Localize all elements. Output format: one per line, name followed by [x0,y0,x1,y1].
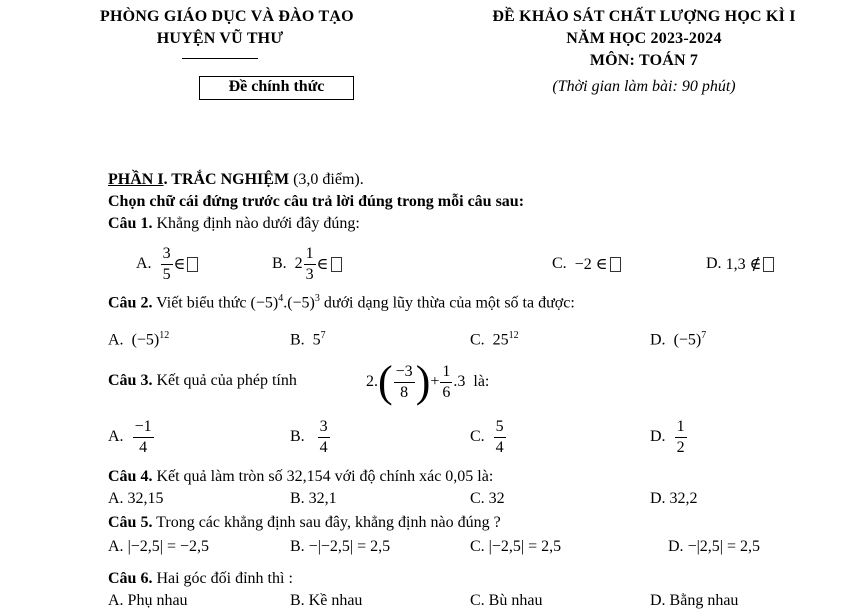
part-title-rest: . TRẮC NGHIỆM [163,171,290,188]
q2-option-a [108,330,169,349]
power-base: 5 [312,331,321,349]
department-name: PHÒNG GIÁO DỤC VÀ ĐÀO TẠO [100,8,354,25]
number-set-symbol [763,257,774,272]
fraction [304,246,316,283]
q6-option-c: C. Bù nhau [470,592,543,609]
question-label: Câu 2. [108,294,153,312]
header-divider [182,58,258,59]
question-text-tail: là: [473,373,490,390]
fraction [133,419,154,456]
option-letter: B. [290,428,305,445]
denominator: 3 [305,265,314,283]
fraction [394,364,415,401]
expression: −|2,5| = 2,5 [687,538,761,555]
q1-option-c [552,242,621,286]
option-letter: D. [650,428,666,445]
power-base: (−5) [673,331,702,349]
plus-sign: + [430,373,440,390]
exponent: 7 [701,330,707,341]
question-text-tail: dưới dạng lũy thừa của một số ta được: [319,294,575,312]
numerator: −1 [133,419,154,438]
power-base: (−5) [287,294,315,312]
question-text: Kết quả làm tròn số 32,154 với độ chính xác 0,05 là: [152,468,494,485]
question-label: Câu 3. [108,372,153,389]
district-name: HUYỆN VŨ THƯ [156,30,284,47]
question-text: Hai góc đối đỉnh thì : [152,570,293,587]
official-label: Đề chính thức [228,78,325,95]
exponent: 12 [508,330,519,341]
exponent: 3 [314,293,320,304]
q4-option-c: C. 32 [470,490,505,507]
q4-option-d: D. 32,2 [650,490,698,507]
option-letter: C. [470,331,485,349]
right-paren: ) [415,357,431,406]
expression: −2 ∈ [574,256,608,273]
power-base: (−5) [131,331,160,349]
number-set-symbol [610,257,621,272]
fraction [494,419,506,456]
q1-option-d [706,242,774,286]
option-letter: D. [706,255,722,272]
school-year: NĂM HỌC 2023-2024 [566,30,722,47]
option-letter: A. [108,538,124,555]
question-label: Câu 5. [108,514,153,531]
question-6 [108,570,293,588]
q5-option-a [108,538,209,556]
expression: −|−2,5| = 2,5 [308,538,391,555]
numerator: 1 [440,364,452,383]
q1-option-b [272,242,342,286]
part-points: (3,0 điểm). [289,171,364,188]
expression: 1,3 ∉ [725,256,762,273]
option-letter: C. [470,428,485,445]
relation: ∈ [316,256,329,273]
q3-option-a [108,414,155,460]
power-base: (−5) [250,294,279,312]
number-set-symbol [187,257,198,272]
q4-option-b: B. 32,1 [290,490,337,507]
expression: |−2,5| = −2,5 [127,538,210,555]
q6-option-d: D. Bằng nhau [650,592,739,609]
question-label: Câu 1. [108,215,153,232]
subject: MÔN: TOÁN 7 [589,52,699,69]
numerator: 1 [675,419,687,438]
exam-title: ĐỀ KHẢO SÁT CHẤT LƯỢNG HỌC KÌ I [492,8,796,25]
q5-option-b [290,538,390,556]
q5-option-d [668,538,760,556]
number-set-symbol [331,257,342,272]
option-letter: B. [290,331,305,349]
left-paren: ( [378,357,393,406]
option-letter: A. [108,331,124,349]
fraction [675,419,687,456]
relation: ∈ [173,256,186,273]
exponent: 7 [320,330,326,341]
part-title [108,171,364,189]
question-label: Câu 6. [108,570,153,587]
option-letter: C. [470,538,485,555]
option-letter: C. [552,255,567,272]
question-1 [108,215,360,233]
question-4 [108,468,493,486]
power-base: 25 [492,331,509,349]
fraction [440,364,452,401]
fraction [161,246,173,283]
q1-option-a [136,242,198,286]
question-3 [108,372,297,390]
expression-tail: .3 [453,373,466,390]
question-text: Viết biểu thức [152,294,251,312]
q4-option-a: A. 32,15 [108,490,164,507]
question-5 [108,514,501,532]
denominator: 4 [319,438,328,456]
q3-option-c [470,414,507,460]
q6-option-a: A. Phụ nhau [108,592,188,609]
question-2 [108,293,575,312]
q2-option-b [290,330,326,349]
question-label: Câu 4. [108,468,153,485]
q5-option-c [470,538,561,556]
q2-option-d [650,330,706,349]
fraction [318,419,330,456]
q6-option-b: B. Kề nhau [290,592,363,609]
numerator: −3 [394,364,415,383]
question-text: Trong các khẳng định sau đây, khẳng định nào đúng ? [152,514,501,531]
option-letter: B. [290,538,305,555]
question-text: Kết quả của phép tính [152,372,297,389]
option-letter: A. [136,255,152,272]
q2-option-c [470,330,519,349]
denominator: 5 [162,265,171,283]
part-title-label: PHẦN I [108,171,164,188]
denominator: 2 [676,438,685,456]
q3-option-d [650,414,688,460]
exponent: 4 [278,293,284,304]
option-letter: B. [272,255,287,272]
exponent: 12 [159,330,170,341]
denominator: 8 [400,383,409,401]
numerator: 3 [161,246,173,265]
denominator: 6 [442,383,451,401]
expression-lead: 2. [366,373,378,390]
expression: |−2,5| = 2,5 [488,538,562,555]
instruction: Chọn chữ cái đứng trước câu trả lời đúng trong mỗi câu sau: [108,193,525,210]
option-letter: D. [668,538,684,555]
denominator: 4 [139,438,148,456]
numerator: 3 [318,419,330,438]
whole-part: 2 [294,255,303,272]
dot: . [283,294,288,312]
numerator: 1 [304,246,316,265]
option-letter: A. [108,428,124,445]
q3-option-b [290,414,331,460]
option-letter: D. [650,331,666,349]
numerator: 5 [494,419,506,438]
q3-expression [366,357,489,407]
question-text: Khẳng định nào dưới đây đúng: [152,215,360,232]
denominator: 4 [495,438,504,456]
time-note: (Thời gian làm bài: 90 phút) [552,78,736,95]
